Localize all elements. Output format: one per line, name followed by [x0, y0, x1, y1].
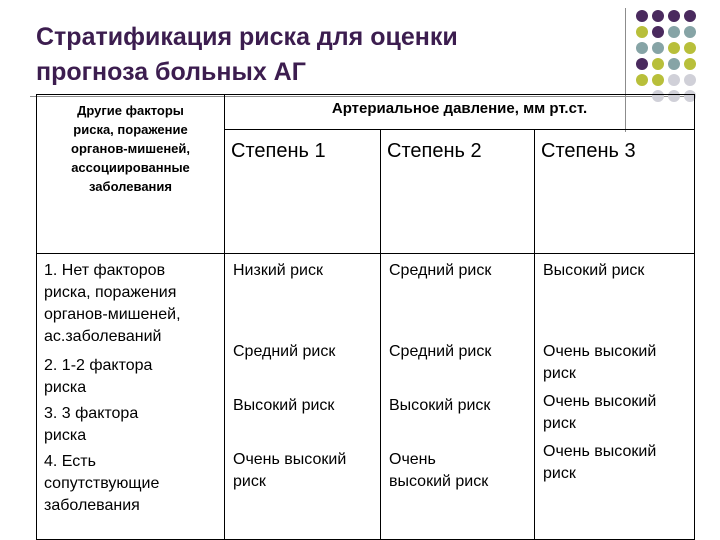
factors-header-line-5: заболевания — [89, 179, 172, 194]
slide-title-line-1: Стратификация риска для оценки — [36, 23, 458, 51]
grade-1-risk-4-line-1: Очень высокий — [233, 451, 347, 468]
grade-1-risk-4-line-2: риск — [233, 473, 266, 490]
slide-title — [36, 20, 596, 90]
grade-1-risk-1 — [233, 260, 323, 282]
factor-item-3-line-2: риска — [44, 427, 87, 444]
grade-2-risk-1-text: Средний риск — [389, 262, 492, 279]
grade-2-risk-3 — [389, 395, 490, 417]
grade-2-risk-2 — [389, 341, 491, 363]
decorative-dot — [652, 58, 664, 70]
factor-item-2-line-1: 2. 1-2 фактора — [44, 357, 153, 374]
grade-3-risk-1-text: Высокий риск — [543, 262, 645, 279]
grade-1-risk-2-text: Средний риск — [233, 343, 336, 360]
grade-2-risk-4 — [389, 449, 488, 493]
blood-pressure-header: Артериальное давление, мм рт.ст. — [225, 95, 695, 130]
grade-2-risk-4-line-1: Очень — [389, 451, 436, 468]
grade-3-risk-1 — [543, 260, 644, 282]
grade-2-risk-cell — [381, 254, 535, 540]
factor-item-4 — [44, 451, 159, 517]
factor-item-1 — [44, 260, 181, 348]
factor-item-1-line-3: органов-мишеней, — [44, 306, 181, 323]
decorative-dot — [652, 74, 664, 86]
factors-header-line-1: Другие факторы — [77, 103, 184, 118]
factor-item-1-line-1: 1. Нет факторов — [44, 262, 166, 279]
factor-item-2 — [44, 355, 152, 399]
factor-item-4-line-2: сопутствующие — [44, 475, 160, 492]
decorative-dot — [684, 74, 696, 86]
grade-1-risk-3 — [233, 395, 334, 417]
grade-3-risk-3 — [543, 391, 656, 435]
decorative-dot — [636, 42, 648, 54]
grade-3-risk-2 — [543, 341, 656, 385]
factor-item-1-line-4: ас.заболеваний — [44, 328, 162, 345]
grade-3-risk-2-line-1: Очень высокий — [543, 343, 657, 360]
grade-2-risk-1 — [389, 260, 491, 282]
grade-3-risk-3-line-2: риск — [543, 415, 576, 432]
decorative-dot — [636, 74, 648, 86]
decorative-dot — [636, 58, 648, 70]
factors-header-line-4: ассоциированные — [71, 160, 190, 175]
grade-3-risk-4-line-1: Очень высокий — [543, 443, 657, 460]
grade-1-risk-1-text: Низкий риск — [233, 262, 323, 279]
risk-factors-cell — [37, 254, 225, 540]
grade-1-risk-2 — [233, 341, 335, 363]
decorative-dot — [652, 42, 664, 54]
grade-2-risk-4-line-2: высокий риск — [389, 473, 489, 490]
decorative-dot — [684, 42, 696, 54]
decorative-dot — [684, 26, 696, 38]
grade-3-risk-2-line-2: риск — [543, 365, 576, 382]
slide-title-line-2: прогноза больных АГ — [36, 58, 306, 86]
factor-item-3-line-1: 3. 3 фактора — [44, 405, 139, 422]
factor-item-1-line-2: риска, поражения — [44, 284, 177, 301]
grade-1-risk-4 — [233, 449, 346, 493]
decorative-dot — [668, 10, 680, 22]
decorative-dot — [668, 26, 680, 38]
factor-item-4-line-1: 4. Есть — [44, 453, 96, 470]
grade-3-risk-3-line-1: Очень высокий — [543, 393, 657, 410]
factor-item-2-line-2: риска — [44, 379, 87, 396]
degree-1-header: Степень 1 — [225, 130, 381, 254]
grade-3-risk-4-line-2: риск — [543, 465, 576, 482]
decorative-dot — [684, 10, 696, 22]
decorative-dot — [668, 58, 680, 70]
decorative-dot — [668, 42, 680, 54]
grade-3-risk-cell — [535, 254, 695, 540]
factors-header-line-3: органов-мишеней, — [71, 141, 190, 156]
risk-stratification-table — [36, 94, 695, 540]
decorative-dot — [684, 58, 696, 70]
grade-2-risk-2-text: Средний риск — [389, 343, 492, 360]
factor-item-4-line-3: заболевания — [44, 497, 140, 514]
degree-2-header: Степень 2 — [381, 130, 535, 254]
grade-3-risk-4 — [543, 441, 656, 485]
decorative-dot — [668, 74, 680, 86]
degree-3-header: Степень 3 — [535, 130, 695, 254]
decorative-dot — [636, 26, 648, 38]
decorative-dot — [636, 10, 648, 22]
grade-1-risk-3-text: Высокий риск — [233, 397, 335, 414]
grade-1-risk-cell — [225, 254, 381, 540]
decorative-dot — [652, 10, 664, 22]
decorative-dot — [652, 26, 664, 38]
grade-2-risk-3-text: Высокий риск — [389, 397, 491, 414]
factor-item-3 — [44, 403, 138, 447]
factors-header-cell — [37, 95, 225, 254]
factors-header-line-2: риска, поражение — [73, 122, 188, 137]
